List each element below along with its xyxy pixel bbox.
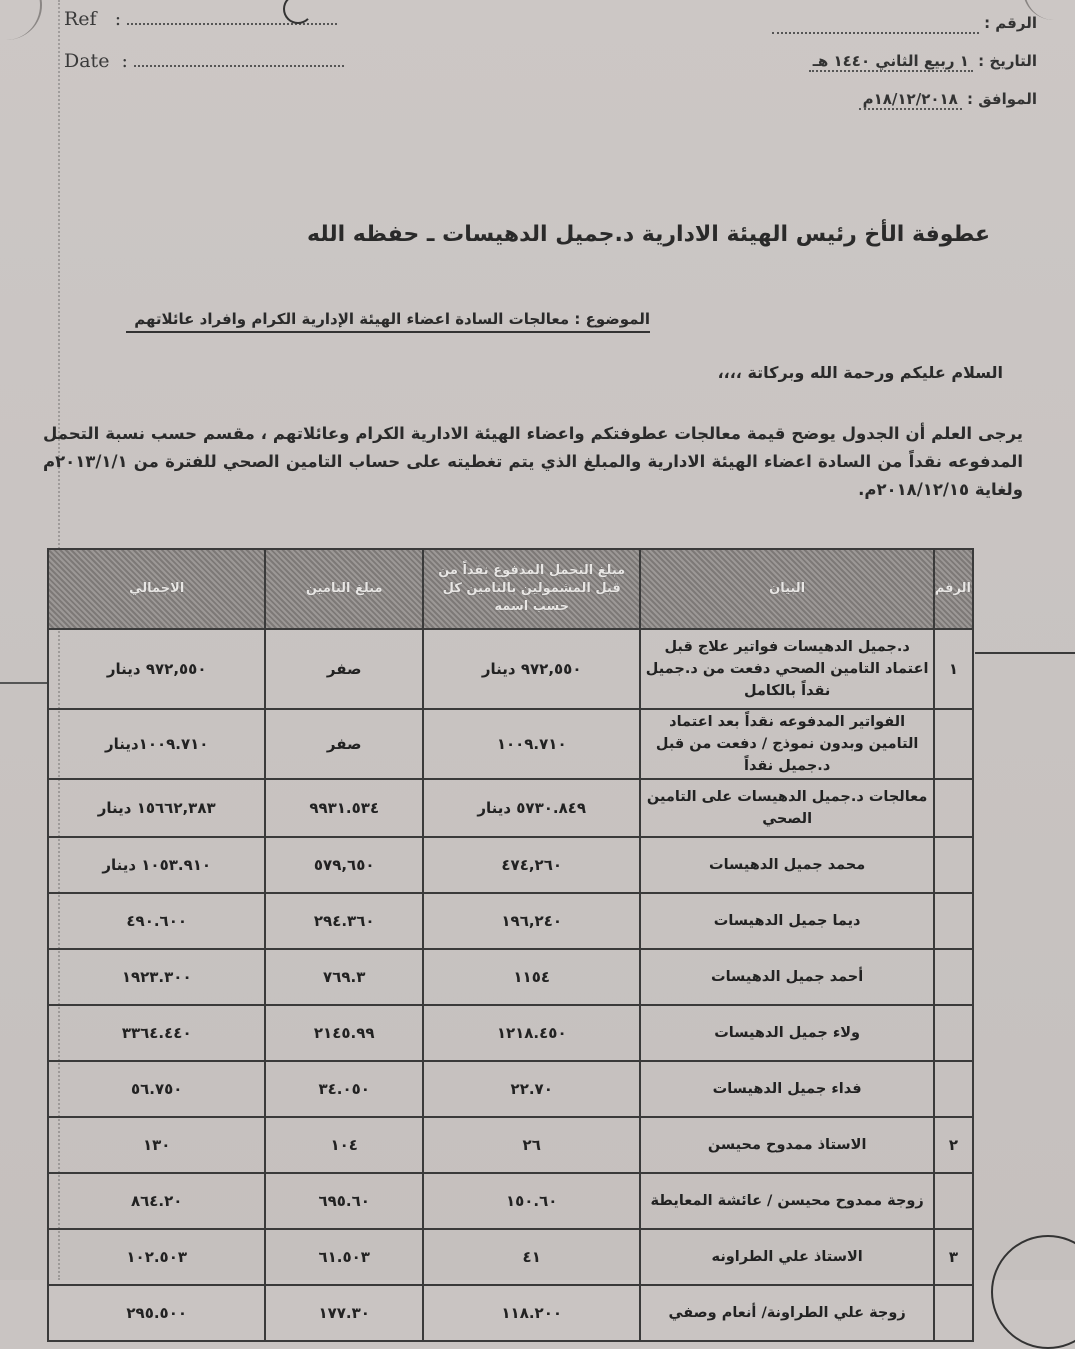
row-total: ٩٧٢,٥٥٠ دينار bbox=[48, 629, 265, 709]
greeting-line: السلام عليكم ورحمة الله وبركاتة ،،،، bbox=[717, 363, 1003, 382]
row-insurance: ٥٧٩,٦٥٠ bbox=[265, 837, 423, 893]
date-label: Date bbox=[64, 50, 110, 72]
row-description: الفواتير المدفوعه نقداً بعد اعتماد التامين وبدون نموذج / دفعت من قبل د.جميل نقداً bbox=[640, 709, 933, 779]
row-cash-share: ٢٢.٧٠ bbox=[423, 1061, 640, 1117]
arabic-reference-fields bbox=[772, 14, 1037, 128]
row-number bbox=[934, 837, 973, 893]
row-description: ولاء جميل الدهيسات bbox=[640, 1005, 933, 1061]
number-field bbox=[772, 14, 1037, 32]
row-number bbox=[934, 1005, 973, 1061]
row-cash-share: ١٩٦,٢٤٠ bbox=[423, 893, 640, 949]
row-insurance: ١٧٧.٣٠ bbox=[265, 1285, 423, 1341]
row-description: الاستاذ ممدوح محيسن bbox=[640, 1117, 933, 1173]
row-insurance: ٧٦٩.٣ bbox=[265, 949, 423, 1005]
row-total: ١٠٢.٥٠٣ bbox=[48, 1229, 265, 1285]
table-row bbox=[48, 1005, 973, 1061]
row-cash-share: ٤٧٤,٢٦٠ bbox=[423, 837, 640, 893]
row-total: ٣٣٦٤.٤٤٠ bbox=[48, 1005, 265, 1061]
header-description: البيان bbox=[640, 549, 933, 629]
row-number bbox=[934, 1285, 973, 1341]
number-label: الرقم : bbox=[984, 14, 1037, 32]
table-row bbox=[48, 837, 973, 893]
header-total: الاجمالي bbox=[48, 549, 265, 629]
row-insurance: ٢١٤٥.٩٩ bbox=[265, 1005, 423, 1061]
row-number bbox=[934, 1173, 973, 1229]
row-cash-share: ١١٥٤ bbox=[423, 949, 640, 1005]
fold-line bbox=[0, 682, 47, 684]
row-cash-share: ١٠٠٩.٧١٠ bbox=[423, 709, 640, 779]
table-row bbox=[48, 1229, 973, 1285]
table-row bbox=[48, 1117, 973, 1173]
hijri-date-field bbox=[772, 52, 1037, 70]
row-description: فداء جميل الدهيسات bbox=[640, 1061, 933, 1117]
row-number: ١ bbox=[934, 629, 973, 709]
row-description: الاستاذ علي الطراونه bbox=[640, 1229, 933, 1285]
row-total: ١٥٦٦٢,٣٨٣ دينار bbox=[48, 779, 265, 837]
row-number bbox=[934, 779, 973, 837]
hijri-date-value: ١ ربيع الثاني ١٤٤٠ هـ bbox=[809, 52, 973, 72]
table-row bbox=[48, 629, 973, 709]
row-insurance: صفر bbox=[265, 709, 423, 779]
header-insurance: مبلغ التامين bbox=[265, 549, 423, 629]
row-cash-share: ٤١ bbox=[423, 1229, 640, 1285]
row-total: ١٠٠٩.٧١٠دينار bbox=[48, 709, 265, 779]
row-number: ٢ bbox=[934, 1117, 973, 1173]
ref-field: Ref : bbox=[64, 8, 337, 30]
table-row bbox=[48, 949, 973, 1005]
subject-line: الموضوع : معالجات السادة اعضاء الهيئة الإدارية الكرام وافراد عائلاتهم bbox=[126, 310, 650, 333]
row-total: ٢٩٥.٥٠٠ bbox=[48, 1285, 265, 1341]
row-description: د.جميل الدهيسات فواتير علاج قبل اعتماد التامين الصحي دفعت من د.جميل نقداً بالكامل bbox=[640, 629, 933, 709]
row-description: زوجة ممدوح محيسن / عائشة المعايطة bbox=[640, 1173, 933, 1229]
table-row bbox=[48, 1173, 973, 1229]
row-total: ١٣٠ bbox=[48, 1117, 265, 1173]
addressee-line: عطوفة الأخ رئيس الهيئة الادارية د.جميل الدهيسات ـ حفظه الله bbox=[307, 222, 990, 247]
ref-label: Ref bbox=[64, 8, 97, 30]
gregorian-date-value: ١٨/١٢/٢٠١٨م bbox=[859, 90, 962, 110]
row-total: ١٩٢٣.٣٠٠ bbox=[48, 949, 265, 1005]
row-insurance: ٣٤.٠٥٠ bbox=[265, 1061, 423, 1117]
row-insurance: ٩٩٣١.٥٣٤ bbox=[265, 779, 423, 837]
row-cash-share: ١١٨.٢٠٠ bbox=[423, 1285, 640, 1341]
row-cash-share: ١٥٠.٦٠ bbox=[423, 1173, 640, 1229]
row-total: ٤٩٠.٦٠٠ bbox=[48, 893, 265, 949]
row-cash-share: ٩٧٢,٥٥٠ دينار bbox=[423, 629, 640, 709]
row-cash-share: ٥٧٣٠.٨٤٩ دينار bbox=[423, 779, 640, 837]
row-description: ديما جميل الدهيسات bbox=[640, 893, 933, 949]
table-row bbox=[48, 709, 973, 779]
table-row bbox=[48, 1285, 973, 1341]
row-description: زوجة علي الطراونة/ أنعام وصفي bbox=[640, 1285, 933, 1341]
row-description: محمد جميل الدهيسات bbox=[640, 837, 933, 893]
row-description: أحمد جميل الدهيسات bbox=[640, 949, 933, 1005]
row-number bbox=[934, 893, 973, 949]
margin-rule bbox=[975, 652, 1075, 654]
row-insurance: صفر bbox=[265, 629, 423, 709]
row-number: ٣ bbox=[934, 1229, 973, 1285]
row-insurance: ٢٩٤.٣٦٠ bbox=[265, 893, 423, 949]
hijri-date-label: التاريخ : bbox=[978, 52, 1037, 70]
row-description: معالجات د.جميل الدهيسات على التامين الصحي bbox=[640, 779, 933, 837]
row-cash-share: ٢٦ bbox=[423, 1117, 640, 1173]
row-number bbox=[934, 1061, 973, 1117]
page-corner-curve bbox=[0, 0, 42, 40]
row-total: ١٠٥٣.٩١٠ دينار bbox=[48, 837, 265, 893]
row-number bbox=[934, 709, 973, 779]
date-dotted-line bbox=[134, 55, 344, 67]
table-row bbox=[48, 1061, 973, 1117]
table-row bbox=[48, 779, 973, 837]
row-total: ٥٦.٧٥٠ bbox=[48, 1061, 265, 1117]
row-insurance: ٦٩٥.٦٠ bbox=[265, 1173, 423, 1229]
row-insurance: ١٠٤ bbox=[265, 1117, 423, 1173]
header-cash-share: مبلغ التحمل المدفوع نقداً من قبل المشمولين بالتامين كل حسب اسمه bbox=[423, 549, 640, 629]
table-header-row bbox=[48, 549, 973, 629]
row-insurance: ٦١.٥٠٣ bbox=[265, 1229, 423, 1285]
gregorian-date-label: الموافق : bbox=[967, 90, 1037, 108]
number-value bbox=[772, 14, 978, 34]
table-row bbox=[48, 893, 973, 949]
date-field: Date : bbox=[64, 50, 344, 72]
header-number: الرقم bbox=[934, 549, 973, 629]
row-number bbox=[934, 949, 973, 1005]
row-total: ٨٦٤.٢٠ bbox=[48, 1173, 265, 1229]
row-cash-share: ١٢١٨.٤٥٠ bbox=[423, 1005, 640, 1061]
treatments-table bbox=[47, 548, 974, 1342]
gregorian-date-field bbox=[772, 90, 1037, 108]
body-paragraph: يرجى العلم أن الجدول يوضح قيمة معالجات عطوفتكم واعضاء الهيئة الادارية الكرام وعائلاتهم ، مقسم حسب نسبة التحمل المدفوعه نقداً من السادة اعضاء الهيئة الادارية والمبلغ الذي يتم تغطيته على حساب التامين الصحي للفترة من ٢٠١٣/١/١م ولغاية ٢٠١٨/١٢/١٥م. bbox=[43, 424, 1023, 499]
